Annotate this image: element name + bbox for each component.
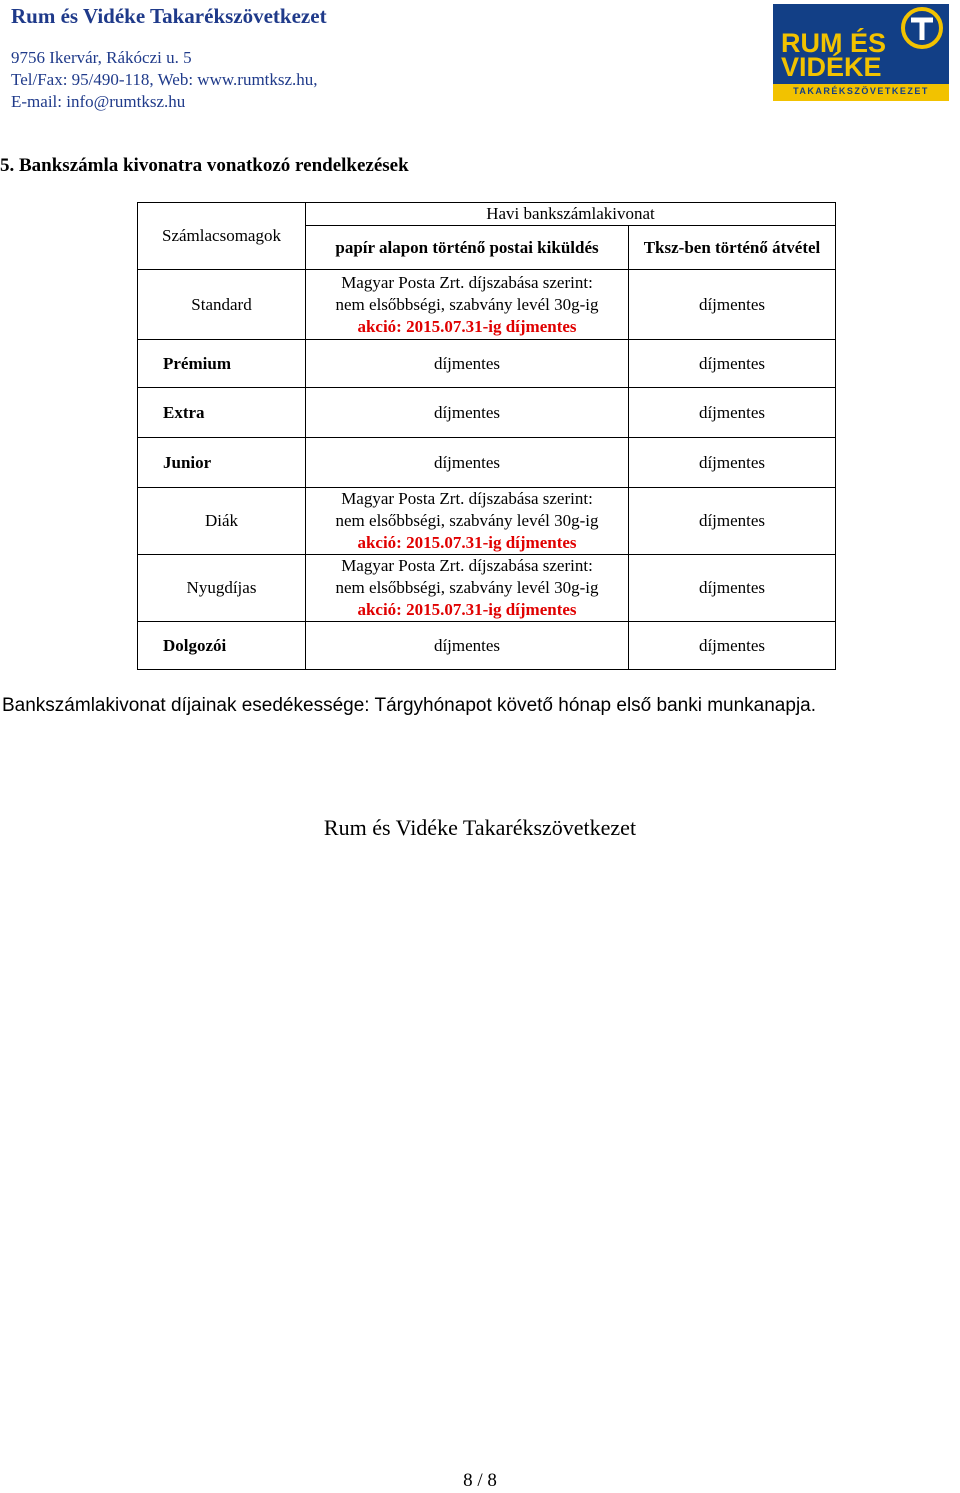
pickup-fee-cell: díjmentes [629, 555, 836, 622]
postal-fee-cell: Magyar Posta Zrt. díjszabása szerint: nem elsőbbségi, szabvány levél 30g-ig akció: 2015.07.31-ig díjmentes [306, 555, 629, 622]
header-pickup: Tksz-ben történő átvétel [629, 226, 836, 270]
postal-fee-cell: Magyar Posta Zrt. díjszabása szerint: nem elsőbbségi, szabvány levél 30g-ig akció: 2015.07.31-ig díjmentes [306, 270, 629, 340]
pickup-fee-cell: díjmentes [629, 488, 836, 555]
postal-fee-cell: díjmentes [306, 340, 629, 388]
postal-fee-cell: díjmentes [306, 622, 629, 670]
table-row [138, 438, 836, 488]
postal-fee-cell: díjmentes [306, 388, 629, 438]
section-title: 5. Bankszámla kivonatra vonatkozó rendelkezések [0, 155, 409, 176]
row-label: Nyugdíjas [138, 555, 306, 622]
table-row [138, 388, 836, 438]
header-packages: Számlacsomagok [138, 203, 306, 270]
table-row [138, 488, 836, 555]
logo-emblem-icon [897, 6, 947, 50]
row-label: Junior [138, 438, 306, 488]
row-label: Extra [138, 388, 306, 438]
pickup-fee-cell: díjmentes [629, 438, 836, 488]
company-address: 9756 Ikervár, Rákóczi u. 5 [11, 48, 192, 67]
pickup-fee-cell: díjmentes [629, 340, 836, 388]
signature: Rum és Vidéke Takarékszövetkezet [323, 815, 637, 840]
table-row [138, 340, 836, 388]
logo-line-2: VIDÉKE [781, 52, 882, 82]
company-logo [773, 4, 949, 101]
page-number: 8 / 8 [463, 1470, 497, 1491]
company-email: E-mail: info@rumtksz.hu [11, 92, 186, 111]
row-label: Dolgozói [138, 622, 306, 670]
table-header-row [138, 203, 836, 226]
pickup-fee-cell: díjmentes [629, 270, 836, 340]
postal-fee-cell: Magyar Posta Zrt. díjszabása szerint: nem elsőbbségi, szabvány levél 30g-ig akció: 2015.07.31-ig díjmentes [306, 488, 629, 555]
table-row [138, 270, 836, 340]
statement-fee-table [137, 202, 836, 670]
company-name: Rum és Vidéke Takarékszövetkezet [11, 4, 327, 28]
due-date-note: Bankszámlakivonat díjainak esedékessége: Tárgyhónapot követő hónap első banki munkanapja. [2, 695, 817, 716]
row-label: Prémium [138, 340, 306, 388]
pickup-fee-cell: díjmentes [629, 388, 836, 438]
company-contact: Tel/Fax: 95/490-118, Web: www.rumtksz.hu, [11, 70, 318, 89]
table-row [138, 622, 836, 670]
header-postal: papír alapon történő postai kiküldés [306, 226, 629, 270]
header-monthly: Havi bankszámlakivonat [306, 203, 836, 226]
table-row [138, 555, 836, 622]
row-label: Standard [138, 270, 306, 340]
logo-subtitle: TAKARÉKSZÖVETKEZET [793, 86, 929, 96]
pickup-fee-cell: díjmentes [629, 622, 836, 670]
logo-line-1: RUM ÉS [781, 28, 887, 58]
postal-fee-cell: díjmentes [306, 438, 629, 488]
row-label: Diák [138, 488, 306, 555]
